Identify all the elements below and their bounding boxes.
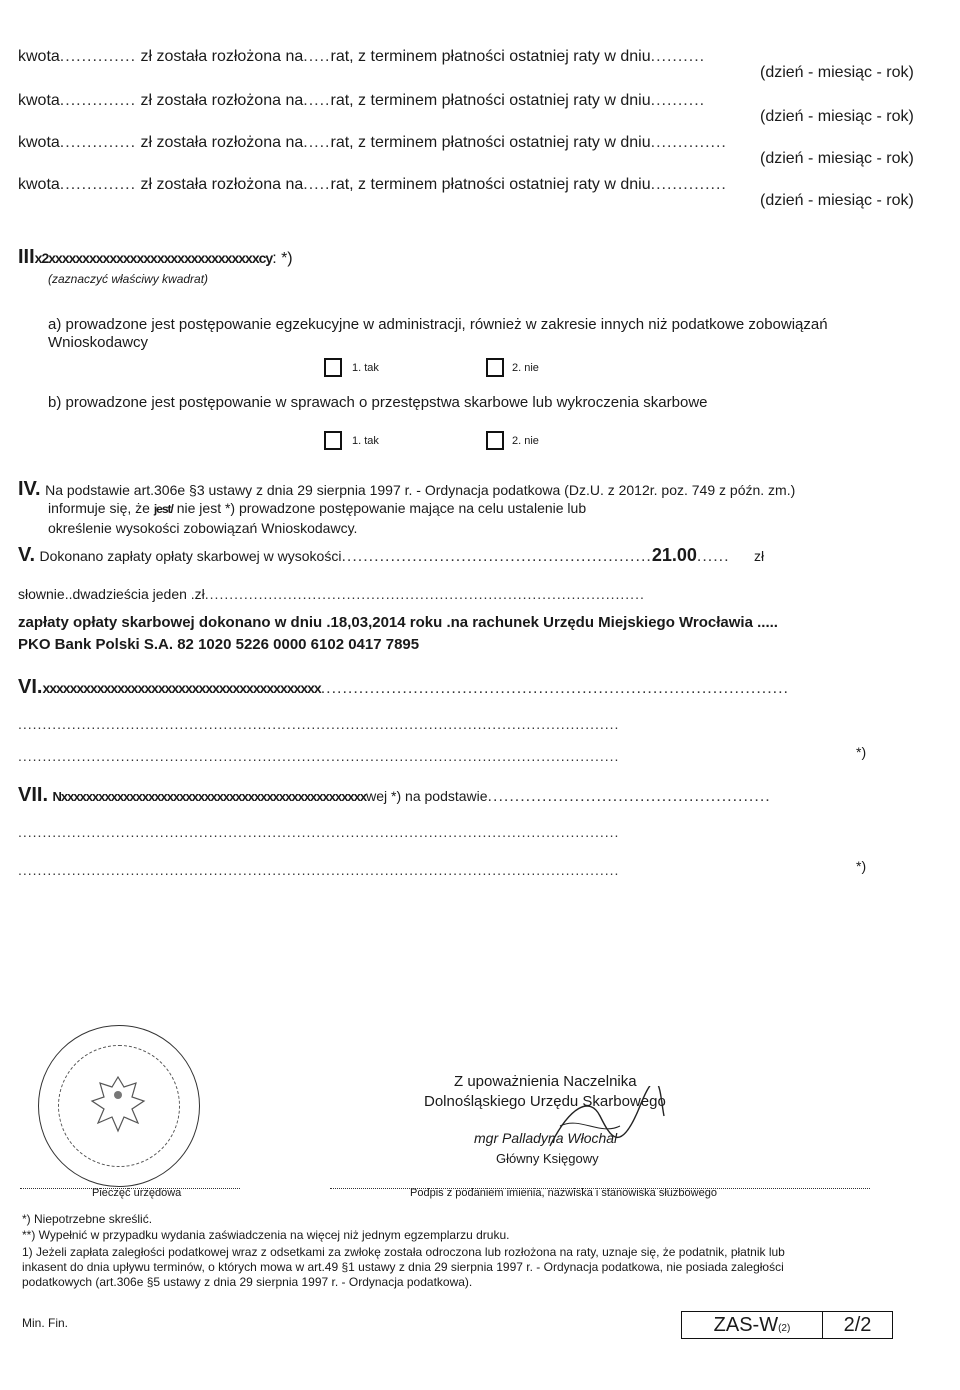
struck-text: Nxxxxxxxxxxxxxxxxxxxxxxxxxxxxxxxxxxxxxxxxxxxxxxxxx: [52, 789, 367, 804]
date-hint: (dzień - miesiąc - rok): [760, 150, 914, 167]
date-hint: (dzień - miesiąc - rok): [760, 192, 914, 209]
signature-stamp-line-1: Z upoważnienia Naczelnika: [454, 1073, 637, 1090]
stamp-label: Pieczęć urzędowa: [92, 1187, 182, 1199]
kwota-label: kwota: [18, 176, 60, 193]
struck-text: xxxxxxxxxxxxxxxxxxxxxxxxxxxxxxxxxxxxxxxxx: [42, 680, 321, 696]
question-a-text-2: Wnioskodawcy: [48, 334, 149, 351]
count-field: .....: [303, 176, 331, 193]
section-3-note: (zaznaczyć właściwy kwadrat): [48, 272, 209, 286]
form-code: ZAS-W: [713, 1314, 779, 1336]
amount-field: ..............: [59, 48, 137, 65]
footnote-2: **) Wypełnić w przypadku wydania zaświadczenia na więcej niż jednym egzemplarzu druku.: [22, 1228, 510, 1242]
installment-row: [18, 176, 727, 194]
section-5-number: V.: [18, 544, 36, 566]
amount-field: ..............: [59, 92, 137, 109]
section-7-line: [18, 784, 771, 807]
kwota-label: kwota: [18, 92, 60, 109]
words-label: słownie: [18, 586, 65, 602]
dotted-fill: .........................................................: [341, 548, 652, 565]
dotted-fill: ....................................................: [487, 788, 771, 805]
section-4-text: informuje się, że: [48, 500, 150, 516]
installment-text-2: rat, z terminem płatności ostatniej raty w dniu: [330, 176, 651, 193]
signatory-title: Główny Księgowy: [496, 1151, 599, 1166]
checkbox-b-yes[interactable]: [324, 431, 342, 450]
question-a-text: a) prowadzone jest postępowanie egzekucyjne w administracji, również w zakresie innych niż podatkowe zobowiązań: [48, 316, 828, 333]
date-field: ..............: [650, 134, 727, 151]
section-4-line-2: [48, 500, 586, 516]
checkbox-a-yes[interactable]: [324, 358, 342, 377]
option-yes-label: 1. tak: [352, 362, 379, 374]
section-5-line: [18, 544, 764, 567]
section-7-text: wej *) na podstawie: [366, 788, 488, 804]
section-4-line-1: [18, 478, 795, 501]
installment-text: zł została rozłożona na: [140, 176, 304, 193]
dotted-fill: ..........................................................................................: [204, 586, 645, 602]
page-number: 2/2: [843, 1314, 872, 1336]
installment-text: zł została rozłożona na: [140, 134, 304, 151]
footnote-3-line-1: 1) Jeżeli zapłata zaległości podatkowej wraz z odsetkami za zwłokę została odroczona lub rozłożona na raty, uznaje się, że podatnik, płatnik lub: [22, 1245, 785, 1259]
option-no-label: 2. nie: [512, 435, 539, 447]
checkbox-b-no[interactable]: [486, 431, 504, 450]
words-value: ..dwadzieścia jeden .zł: [64, 586, 205, 602]
count-field: .....: [303, 134, 331, 151]
installment-text-2: rat, z terminem płatności ostatniej raty w dniu: [330, 92, 651, 109]
signature-stamp-line-2: Dolnośląskiego Urzędu Skarbowego: [424, 1093, 666, 1110]
date-hint: (dzień - miesiąc - rok): [760, 108, 914, 125]
dotted-fill: ...........................................................................................................................: [18, 862, 620, 878]
form-code-box: [681, 1311, 893, 1339]
dotted-fill: ......................................................................................: [320, 680, 789, 697]
section-3-header: [18, 246, 293, 269]
count-field: .....: [303, 92, 331, 109]
kwota-label: kwota: [18, 48, 60, 65]
date-hint: (dzień - miesiąc - rok): [760, 64, 914, 81]
struck-text: x2xxxxxxxxxxxxxxxxxxxxxxxxxxxxxxxcy: [34, 250, 273, 266]
installment-row: [18, 134, 727, 152]
section-4-text: nie jest *) prowadzone postępowanie mające na celu ustalenie lub: [176, 500, 587, 516]
section-6-number: VI.: [18, 676, 43, 698]
checkbox-a-no[interactable]: [486, 358, 504, 377]
amount-field: ..............: [59, 176, 137, 193]
dotted-fill: ...........................................................................................................................: [18, 716, 620, 732]
footnote-1: *) Niepotrzebne skreślić.: [22, 1212, 153, 1226]
date-field: ..........: [650, 92, 706, 109]
dotted-fill: ...........................................................................................................................: [18, 824, 620, 840]
dotted-fill: ...........................................................................................................................: [18, 748, 620, 764]
installment-row: [18, 48, 705, 66]
amount-in-words: [18, 586, 645, 602]
signatory-name: mgr Palladyna Włochal: [474, 1130, 618, 1146]
form-code-cell: [682, 1312, 823, 1338]
date-field: ..............: [650, 176, 727, 193]
option-no-label: 2. nie: [512, 362, 539, 374]
fee-amount: 21.00: [651, 545, 697, 565]
amount-field: ..............: [59, 134, 137, 151]
section-7-number: VII.: [18, 784, 49, 806]
section-3-suffix: : *): [272, 250, 293, 267]
option-yes-label: 1. tak: [352, 435, 379, 447]
form-code-variant: (2): [778, 1323, 791, 1334]
eagle-emblem-icon: [78, 1065, 158, 1145]
question-b-text: b) prowadzone jest postępowanie w sprawach o przestępstwa skarbowe lub wykroczenia skarbowe: [48, 394, 708, 411]
footnote-3-line-3: podatkowych (art.306e §5 ustawy z dnia 29 sierpnia 1997 r. - Ordynacja podatkowa).: [22, 1275, 473, 1289]
signature-label: Podpis z podaniem imienia, nazwiska i stanowiska służbowego: [410, 1187, 717, 1199]
date-field: ..........: [650, 48, 706, 65]
section-4-number: IV.: [18, 478, 41, 500]
fee-label: Dokonano zapłaty opłaty skarbowej w wysokości: [39, 548, 342, 564]
installment-text: zł została rozłożona na: [140, 92, 304, 109]
kwota-label: kwota: [18, 134, 60, 151]
footnote-marker: *): [856, 744, 867, 760]
section-6-line: [18, 676, 789, 699]
currency-label: zł: [754, 548, 765, 564]
installment-text: zł została rozłożona na: [140, 48, 304, 65]
footnote-3-line-2: inkasent do dnia upływu terminów, o których mowa w art.49 §1 ustawy z dnia 29 sierpnia 1997 r. - Ordynacja podatkowa, nie posiada zaległości: [22, 1260, 784, 1274]
footnote-marker: *): [856, 858, 867, 874]
installment-text-2: rat, z terminem płatności ostatniej raty w dniu: [330, 134, 651, 151]
installment-text-2: rat, z terminem płatności ostatniej raty w dniu: [330, 48, 651, 65]
struck-text: jest/: [153, 502, 173, 516]
installment-row: [18, 92, 705, 110]
section-3-number: III: [18, 246, 35, 268]
handwritten-signature-icon: [540, 1086, 670, 1166]
dotted-fill: ......: [696, 548, 730, 565]
bank-account: PKO Bank Polski S.A. 82 1020 5226 0000 6102 0417 7895: [18, 636, 420, 653]
section-4-line-3: określenie wysokości zobowiązań Wnioskodawcy.: [48, 520, 358, 536]
payment-info: zapłaty opłaty skarbowej dokonano w dniu .18,03,2014 roku .na rachunek Urzędu Miejskiego Wrocławia .....: [18, 614, 778, 631]
count-field: .....: [303, 48, 331, 65]
section-4-text: Na podstawie art.306e §3 ustawy z dnia 29 sierpnia 1997 r. - Ordynacja podatkowa (Dz.U. z 2012r. poz. 749 z późn. zm.): [45, 482, 796, 498]
ministry-label: Min. Fin.: [22, 1316, 69, 1330]
